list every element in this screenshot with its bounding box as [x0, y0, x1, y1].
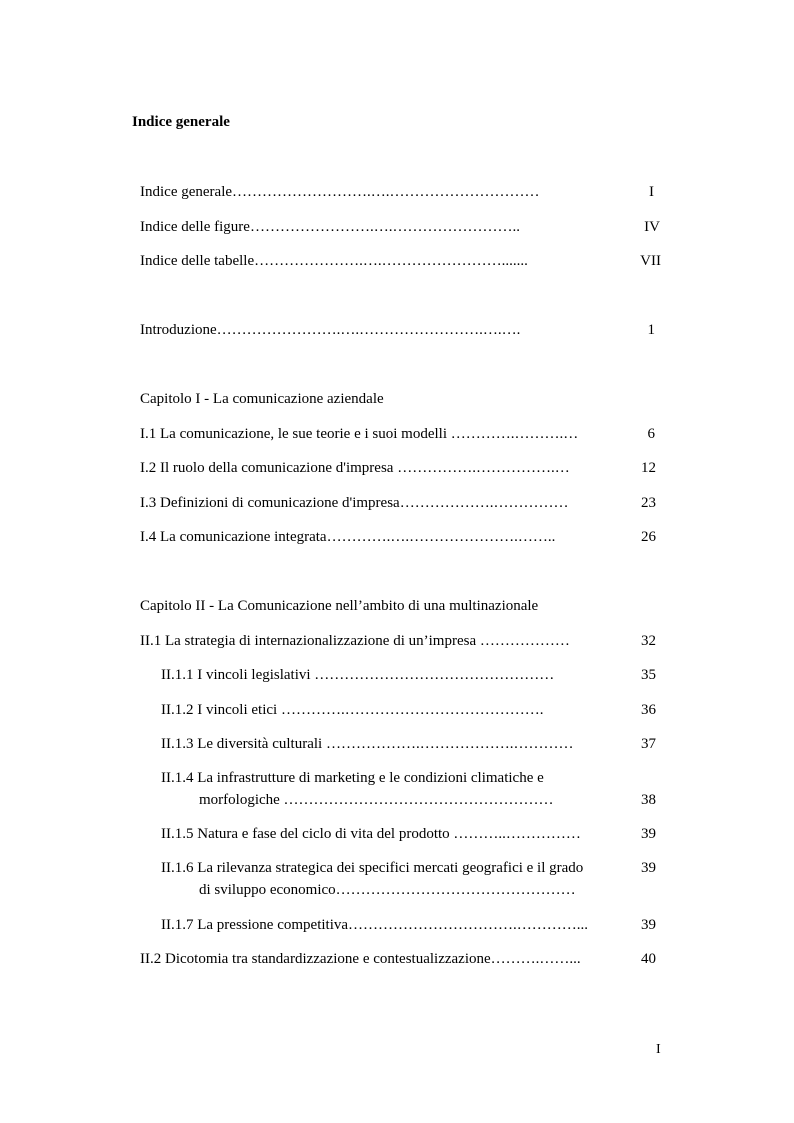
toc-entry [140, 631, 656, 651]
toc-entry-page: 35 [641, 667, 656, 683]
toc-entry-page: 38 [641, 792, 656, 808]
toc-entry-page: 39 [641, 917, 656, 933]
toc-entry-text: II.1.3 Le diversità culturali ……………….……………….………… [161, 736, 574, 752]
toc-entry-text-continued: di sviluppo economico………………………………………… [199, 882, 576, 898]
toc-entry-text: Indice delle figure…………………….….…………………….. [140, 219, 520, 235]
toc-entry-page: 40 [641, 951, 656, 967]
toc-subentry [161, 768, 656, 810]
toc-entry-page: 39 [641, 860, 656, 876]
chapter-heading [140, 596, 656, 616]
toc-entry-text: I.1 La comunicazione, le sue teorie e i suoi modelli ………….……….… [140, 426, 579, 442]
toc-subentry [161, 915, 656, 935]
toc-entry-text: II.2 Dicotomia tra standardizzazione e contestualizzazione……….……... [140, 951, 581, 967]
toc-entry-page: IV [644, 219, 660, 235]
toc-entry-page: 26 [641, 529, 656, 545]
toc-entry-text: II.1.5 Natura e fase del ciclo di vita del prodotto ………..…………… [161, 826, 581, 842]
toc-entry-text: Introduzione…………………….….…………………….….…. [140, 322, 521, 338]
page-title: Indice generale [132, 114, 230, 130]
chapter-heading-text: Capitolo II - La Comunicazione nell’ambito di una multinazionale [140, 598, 539, 614]
toc-entry-text: II.1.4 La infrastrutture di marketing e le condizioni climatiche e [161, 770, 544, 786]
toc-entry-text: Indice delle tabelle………………….….……………………....... [140, 253, 528, 269]
toc-entry-page: 12 [641, 460, 656, 476]
toc-entry-text: II.1.6 La rilevanza strategica dei specifici mercati geografici e il grado [161, 860, 584, 876]
toc-entry [140, 182, 654, 202]
toc-entry [140, 251, 661, 271]
chapter-heading-text: Capitolo I - La comunicazione aziendale [140, 391, 384, 407]
toc-entry [140, 458, 656, 478]
toc-entry [140, 320, 655, 340]
toc-entry-text: II.1.7 La pressione competitiva…………………………….…………... [161, 917, 589, 933]
toc-entry [140, 493, 656, 513]
toc-entry-page: I [649, 184, 654, 200]
toc-entry-page: VII [640, 253, 661, 269]
chapter-heading [140, 389, 655, 409]
toc-entry-text: Indice generale……………………….….………………………… [140, 184, 540, 200]
toc-entry [140, 217, 660, 237]
toc-entry-text: II.1.1 I vincoli legislativi ………………………………………… [161, 667, 555, 683]
toc-entry-text-continued: morfologiche ……………………………………………… [199, 792, 554, 808]
toc-entry [140, 424, 655, 444]
toc-entry-text: II.1 La strategia di internazionalizzazione di un’impresa ……………… [140, 633, 570, 649]
toc-entry-text: I.4 La comunicazione integrata………….….………………….…….. [140, 529, 556, 545]
toc-entry-page: 37 [641, 736, 656, 752]
toc-entry-text: I.3 Definizioni di comunicazione d'impresa……………….…………… [140, 495, 569, 511]
toc-entry [140, 527, 656, 547]
toc-entry-page: 6 [647, 426, 655, 442]
toc-subentry [161, 700, 656, 720]
toc-entry-page: 1 [647, 322, 655, 338]
toc-subentry [161, 858, 656, 900]
toc-entry-page: 39 [641, 826, 656, 842]
toc-entry-page: 32 [641, 633, 656, 649]
footer-page-number: I [656, 1042, 661, 1057]
toc-entry-text: I.2 Il ruolo della comunicazione d'impresa …………….…………….… [140, 460, 570, 476]
toc-entry-page: 23 [641, 495, 656, 511]
toc-entry-text: II.1.2 I vincoli etici ………….…………………………………. [161, 702, 544, 718]
toc-entry-page: 36 [641, 702, 656, 718]
toc-entry [140, 949, 656, 969]
toc-subentry [161, 665, 656, 685]
toc-subentry [161, 824, 656, 844]
toc-subentry [161, 734, 656, 754]
